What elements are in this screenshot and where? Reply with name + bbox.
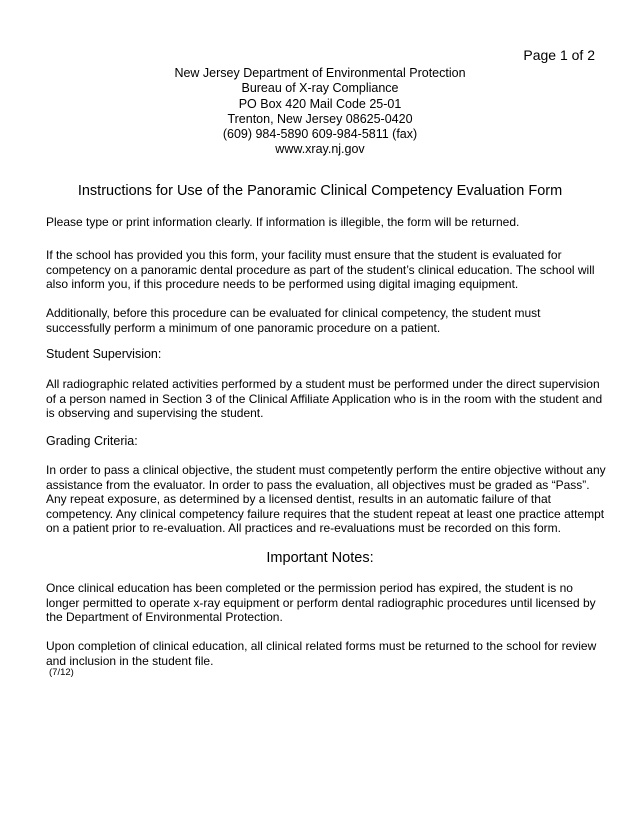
agency-department: New Jersey Department of Environmental Protection [174,66,466,80]
intro-paragraph: Please type or print information clearly. If information is illegible, the form will be returned. [46,215,520,229]
important-note-licensing: Once clinical education has been completed or the permission period has expired, the student is no longer permitted to operate x-ray equipment or perform dental radiographic procedures until licensed by the Department of Environmental Protection. [46,581,596,625]
page-number: Page 1 of 2 [523,47,595,63]
grading-criteria-text: In order to pass a clinical objective, the student must competently perform the entire objective without any assistance from the evaluator. In order to pass the evaluation, all objectives must be graded as “Pass”. Any repeat exposure, as determined by a licensed dentist, results in an automatic failure of that competency. Any clinical competency failure requires that the student repeat at least one practice attempt on a patient prior to re-evaluation. All practices and re-evaluations must be recorded on this form. [46,463,606,536]
additionally-paragraph: Additionally, before this procedure can be evaluated for clinical competency, the student must successfully perform a minimum of one panoramic procedure on a patient. [46,306,541,335]
agency-bureau: Bureau of X-ray Compliance [241,81,399,96]
revision-date: (7/12) [49,667,74,678]
student-supervision-heading: Student Supervision: [46,347,162,361]
important-notes-heading: Important Notes: [266,550,374,566]
important-note-forms: Upon completion of clinical education, all clinical related forms must be returned to the school for review and inclusion in the student file. [46,639,597,668]
agency-website: www.xray.nj.gov [275,142,365,157]
agency-header [0,66,640,158]
grading-criteria-heading: Grading Criteria: [46,434,138,448]
school-paragraph: If the school has provided you this form, your facility must ensure that the student is evaluated for competency on a panoramic dental procedure as part of the student’s clinical education. The school will also inform you, if this procedure needs to be performed using digital imaging equipment. [46,248,595,292]
agency-po-box: PO Box 420 Mail Code 25-01 [238,96,402,111]
student-supervision-text: All radiographic related activities performed by a student must be performed under the direct supervision of a person named in Section 3 of the Clinical Affiliate Application who is in the room with the student and is observing and supervising the student. [46,377,603,421]
agency-phone-fax: (609) 984-5890 609-984-5811 (fax) [222,127,418,142]
agency-city: Trenton, New Jersey 08625-0420 [227,111,413,126]
document-title: Instructions for Use of the Panoramic Clinical Competency Evaluation Form [77,183,563,199]
